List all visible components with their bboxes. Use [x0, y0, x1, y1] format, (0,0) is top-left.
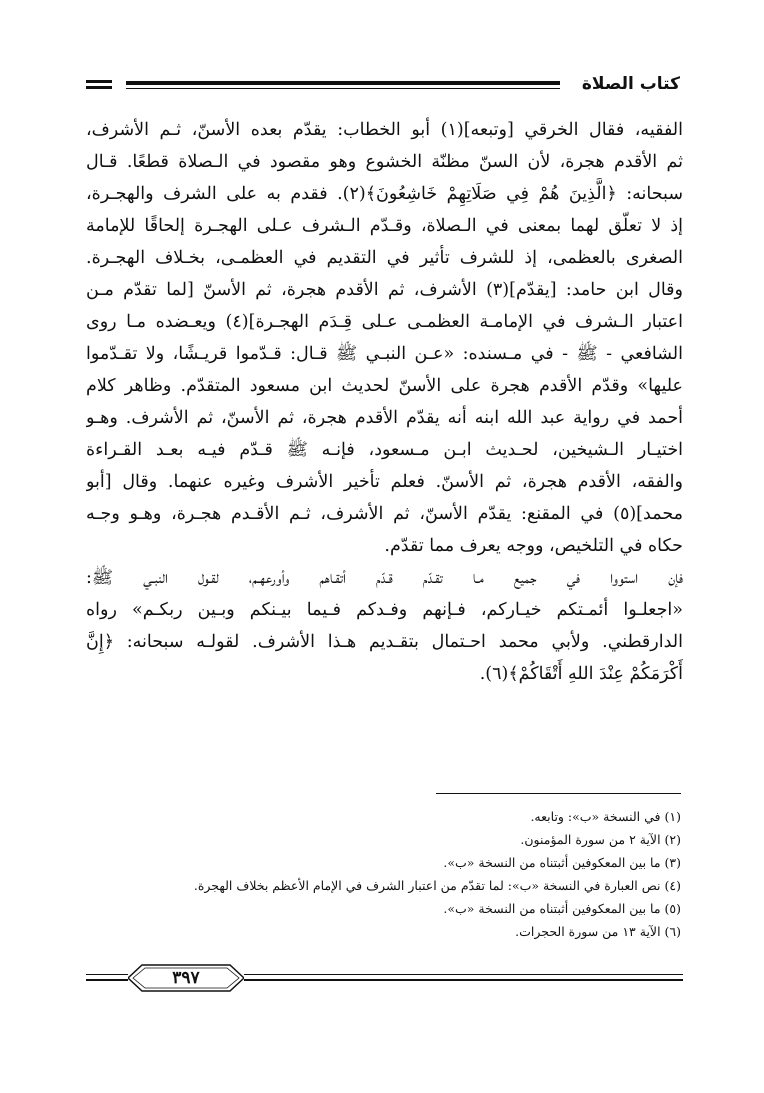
text-line: الفقيه، فقال الخرقي [وتبعه](١) أبو الخطاب: يقدّم بعده الأسنّ، ثـم الأشرف، — [86, 120, 683, 140]
footnote: (٦) الآية ١٣ من سورة الحجرات. — [515, 924, 681, 939]
footnote-separator — [436, 793, 681, 794]
running-header — [86, 74, 680, 98]
text-line: الصغرى بالعظمى، إذ للشرف تأثير في التقديم في العظمـى، بخـلاف الهجـرة. — [86, 248, 683, 268]
paragraph-end-line: أَكْرَمَكُمْ عِنْدَ اللهِ أَتْقَاكُمْ﴾(٦). — [479, 664, 683, 684]
footer-rule-right — [244, 974, 683, 975]
text-line: محمد](٥) في المقنع: يقدّم الأسنّ، ثم الأشرف، ثـم الأقـدم هجـرة، وهـو وجـه — [86, 504, 683, 524]
paragraph-end-line: حكاه في التلخيص، ووجه يعرف مما تقدّم. — [384, 536, 683, 556]
header-title: كتاب الصلاة — [581, 74, 680, 94]
text-line: أحمد في رواية عبد الله ابنه أنه يقدّم الأقدم هجرة، ثم الأسنّ، ثم الأشرف. وهـو — [86, 408, 683, 428]
main-text — [86, 114, 683, 690]
footnotes — [86, 805, 681, 943]
header-ornament — [86, 80, 112, 83]
text-line: اعتبار الـشرف في الإمامـة العظمـى عـلى قِـدَم الهجـرة](٤) ويعـضده مـا روى — [86, 312, 683, 332]
text-line: «اجعلـوا أئمـتكم خيـاركم، فـإنهم وفـدكم فـيما بيـنكم وبـين ربكـم» رواه — [86, 600, 683, 620]
text-line: وقال ابن حامد: [يقدّم](٣) الأشرف، ثم الأقدم هجرة، ثم الأسنّ [لما تقدّم مـن — [86, 280, 683, 300]
footer-rule-left-thick — [86, 979, 128, 981]
text-line: سبحانه: ﴿الَّذِينَ هُمْ فِي صَلَاتِهِمْ خَاشِعُونَ﴾(٢). فقدم به على الشرف والهجـرة، — [86, 184, 683, 204]
page-number-frame — [128, 964, 244, 992]
page-number: ٣٩٧ — [172, 968, 200, 988]
text-line: عليها» وقدّم الأقدم هجرة على الأسنّ لحديث ابن مسعود المتقدّم. وظاهر كلام — [86, 376, 683, 396]
text-line: ثم الأقدم هجرة، لأن السنّ مظنّة الخشوع وهو مقصود في الـصلاة قطعًا. قـال — [86, 152, 683, 172]
text-line: فإن استووا في جميع مـا تقـدّم قـدّم أتقـاهم وأورعهـم، لقـول النبـي ﷺ: — [86, 568, 683, 588]
footer-rule-right-thick — [244, 979, 683, 981]
footer-rule-left — [86, 974, 128, 975]
footnote: (١) في النسخة «ب»: وتابعه. — [530, 809, 681, 824]
page-footer — [86, 962, 683, 996]
footnote: (٤) نص العبارة في النسخة «ب»: لما تقدّم من اعتبار الشرف في الإمام الأعظم بخلاف الهجرة. — [193, 878, 681, 893]
text-line: إذ لا تعلّق لهما بمعنى في الـصلاة، وقـدّم الـشرف عـلى الهجـرة إلحاقًا للإمامة — [86, 216, 683, 236]
header-rule-thin — [126, 88, 560, 89]
header-rule — [126, 81, 560, 85]
header-ornament-lower — [86, 86, 112, 89]
text-line: الدارقطني. ولأبي محمد احـتمال بتقـديم هـذا الأشرف. لقولـه سبحانه: ﴿إِنَّ — [86, 632, 683, 652]
text-line: الشافعي - ﷺ - في مـسنده: «عـن النبـي ﷺ قـال: قـدّموا قريـشًا، ولا تقـدّموا — [86, 344, 683, 364]
footnote: (٣) ما بين المعكوفين أثبتناه من النسخة «ب». — [443, 855, 681, 870]
footnote: (٥) ما بين المعكوفين أثبتناه من النسخة «ب». — [443, 901, 681, 916]
footnote: (٢) الآية ٢ من سورة المؤمنون. — [520, 832, 681, 847]
text-line: والفقه، الأقدم هجرة، ثم الأسنّ. فعلم تأخير الأشرف وغيره عنهما. وقال [أبو — [86, 472, 683, 492]
text-line: اختيـار الـشيخين، لحـديث ابـن مـسعود، فإنـه ﷺ قـدّم فيـه بعـد القـراءة — [86, 440, 683, 460]
